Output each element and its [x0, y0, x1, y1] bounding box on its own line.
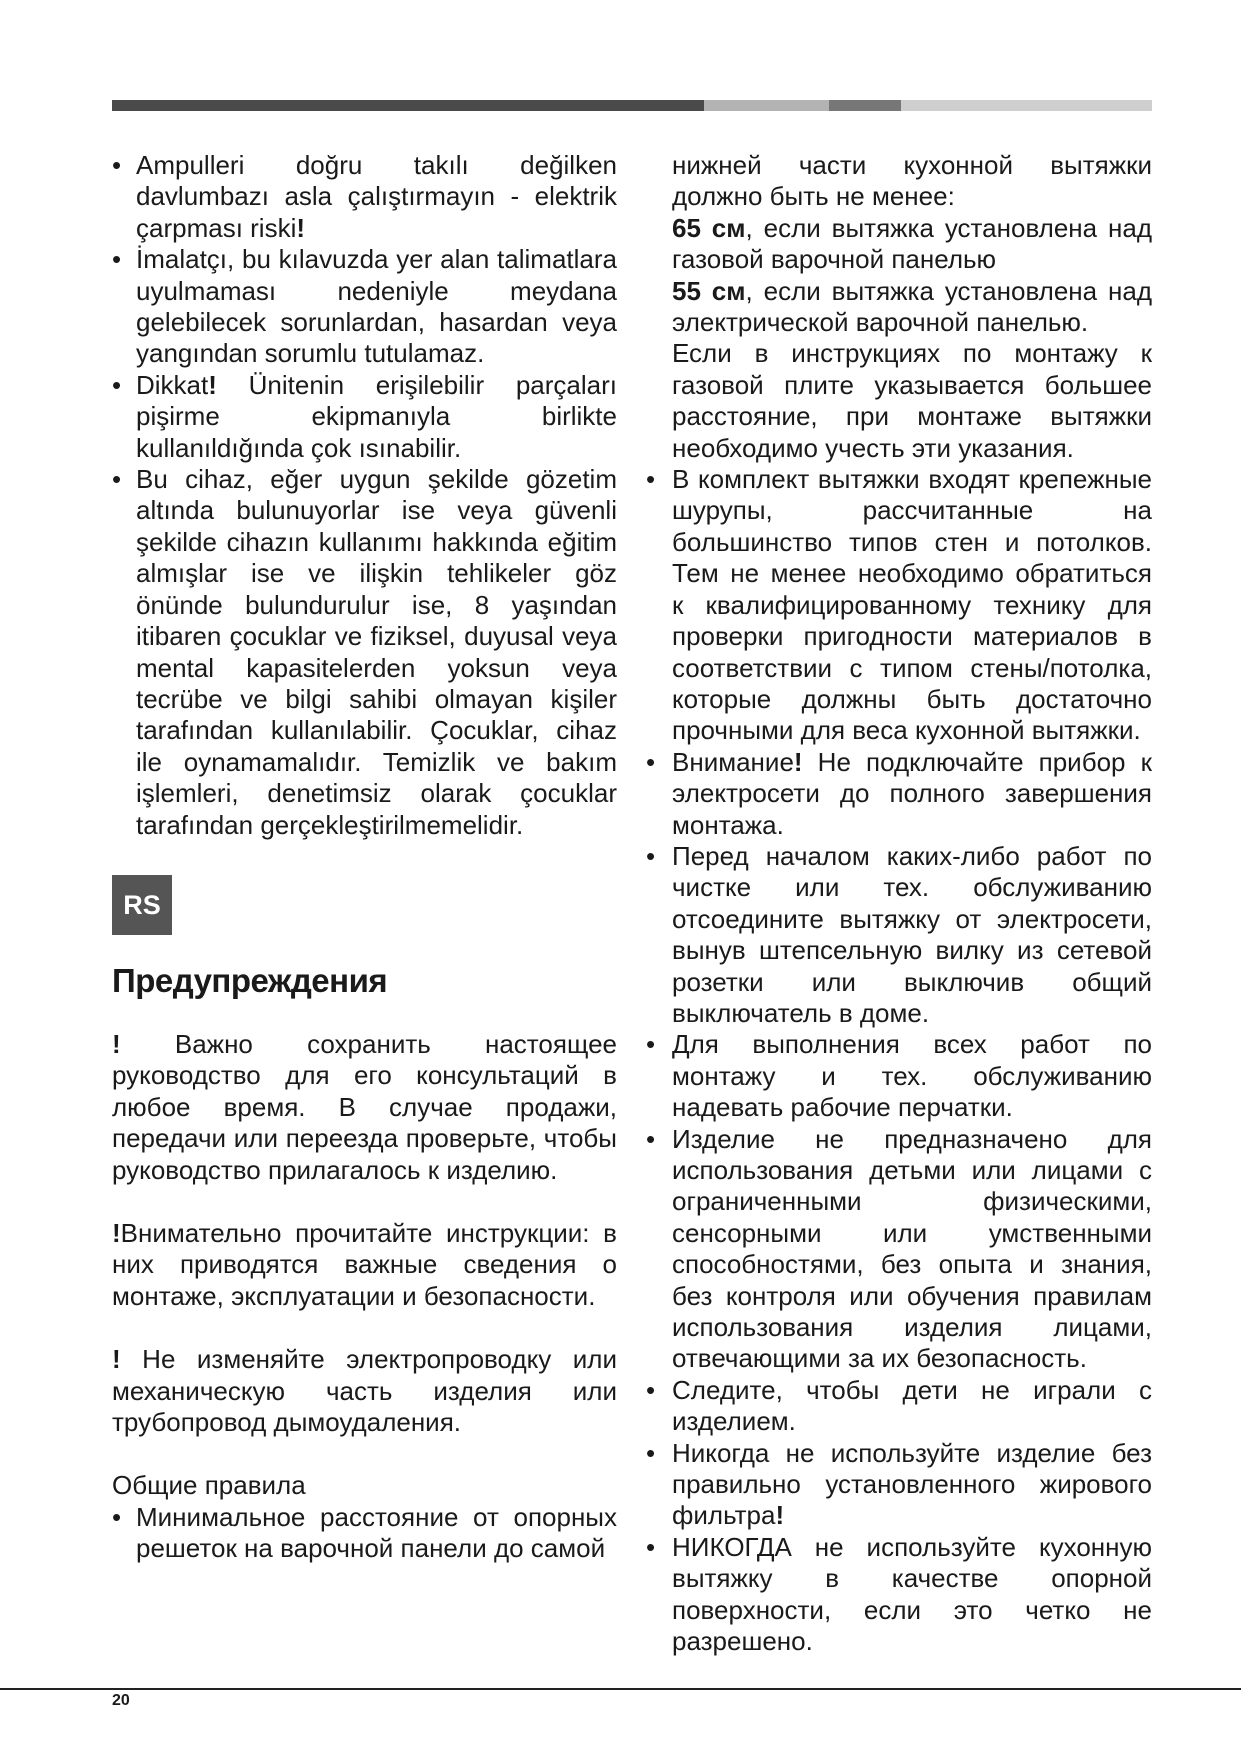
header-bar-segment-dark [112, 100, 704, 111]
electric-distance: 55 см, если вытяжка установлена над электрической варочной панелью. [672, 275, 1152, 338]
warning-paragraph: !Внимательно прочитайте инструкции: в них приводятся важные сведения о монтаже, эксплуатации и безопасности. [112, 1217, 617, 1311]
header-bar-segment-light [704, 100, 829, 111]
warning-paragraph: ! Не изменяйте электропроводку или механическую часть изделия или трубопровод дымоудаления. [112, 1344, 617, 1437]
header-bar-segment-mid [829, 100, 901, 111]
list-item: • Перед началом каких-либо работ по чистке или тех. обслуживанию отсоедините вытяжку от электросети, вынув штепсельную вилку из сетевой розетки или выключив общий выключатель в доме. [646, 841, 1152, 1029]
list-item-continuation [646, 150, 1152, 464]
warning-paragraph: ! Важно сохранить настоящее руководство для его консультаций в любое время. В случае продажи, передачи или переезда проверьте, чтобы руководство прилагалось к изделию. [112, 1028, 617, 1185]
list-item: • Bu cihaz, eğer uygun şekilde gözetim altında bulunuyorlar ise veya güvenli şekilde cihazın kullanımı hakkında eğitim almışlar ise ve ilişkin tehlikeler göz önünde bulundurulur ise, 8 yaşından itibaren çocuklar ve fiziksel, duyusal veya mental kapasitelerden yoksun veya tecrübe ve bilgi sahibi olmayan kişiler tarafından kullanılabilir. Çocuklar, cihaz ile oynamamalıdır. Temizlik ve bakım işlemleri, denetimsiz olarak çocuklar tarafından gerçekleştirilmemelidir. [112, 464, 617, 841]
left-column [112, 150, 617, 1565]
turkish-safety-list [112, 150, 617, 841]
russian-safety-list [646, 464, 1152, 1657]
footer-rule [0, 1688, 1241, 1690]
header-bar-segment-pale [901, 100, 1152, 111]
list-item: • В комплект вытяжки входят крепежные шурупы, рассчитанные на большинство типов стен и потолков. Тем не менее необходимо обратиться к квалифицированному технику для проверки пригодности материалов в соответствии с типом стены/потолка, которые должны быть достаточно прочными для веса кухонной вытяжки. [646, 464, 1152, 747]
list-item: • Минимальное расстояние от опорных решеток на варочной панели до самой [112, 1502, 617, 1565]
distance-note: Если в инструкциях по монтажу к газовой плите указывается большее расстояние, при монтаже вытяжки необходимо учесть эти указания. [672, 338, 1152, 463]
distance-intro: нижней части кухонной вытяжки должно быть не менее: [672, 150, 1152, 212]
list-item: • Никогда не используйте изделие без правильно установленного жирового фильтра! [646, 1438, 1152, 1532]
list-item: • Внимание! Не подключайте прибор к электросети до полного завершения монтажа. [646, 747, 1152, 841]
section-heading: Предупреждения [112, 961, 388, 999]
list-item: • НИКОГДА не используйте кухонную вытяжку в качестве опорной поверхности, если это четко не разрешено. [646, 1532, 1152, 1658]
page-number: 20 [112, 1692, 130, 1709]
header-color-bar [112, 100, 1152, 111]
list-item: • Ampulleri doğru takılı değilken davlumbazı asla çalıştırmayın - elektrik çarpması riski! [112, 150, 617, 244]
list-item: • Для выполнения всех работ по монтажу и тех. обслуживанию надевать рабочие перчатки. [646, 1029, 1152, 1123]
russian-general-rules-list [112, 1502, 617, 1565]
right-column [646, 150, 1152, 1658]
list-item: • İmalatçı, bu kılavuzda yer alan talimatlara uyulmaması nedeniyle meydana gelebilecek sorunlardan, hasardan veya yangından sorumlu tutulamaz. [112, 244, 617, 370]
list-item: • Следите, чтобы дети не играли с изделием. [646, 1375, 1152, 1438]
list-item: • Изделие не предназначено для использования детьми или лицами с ограниченными физическими, сенсорными или умственными способностями, без опыта и знания, без контроля или обучения правилам использования изделия лицами, отвечающими за их безопасность. [646, 1124, 1152, 1375]
gas-distance: 65 см, если вытяжка установлена над газовой варочной панелью [672, 212, 1152, 275]
list-item: • Dikkat! Ünitenin erişilebilir parçaları pişirme ekipmanıyla birlikte kullanıldığında çok ısınabilir. [112, 370, 617, 464]
language-badge: RS [112, 875, 172, 935]
subheading: Общие правила [112, 1470, 306, 1501]
